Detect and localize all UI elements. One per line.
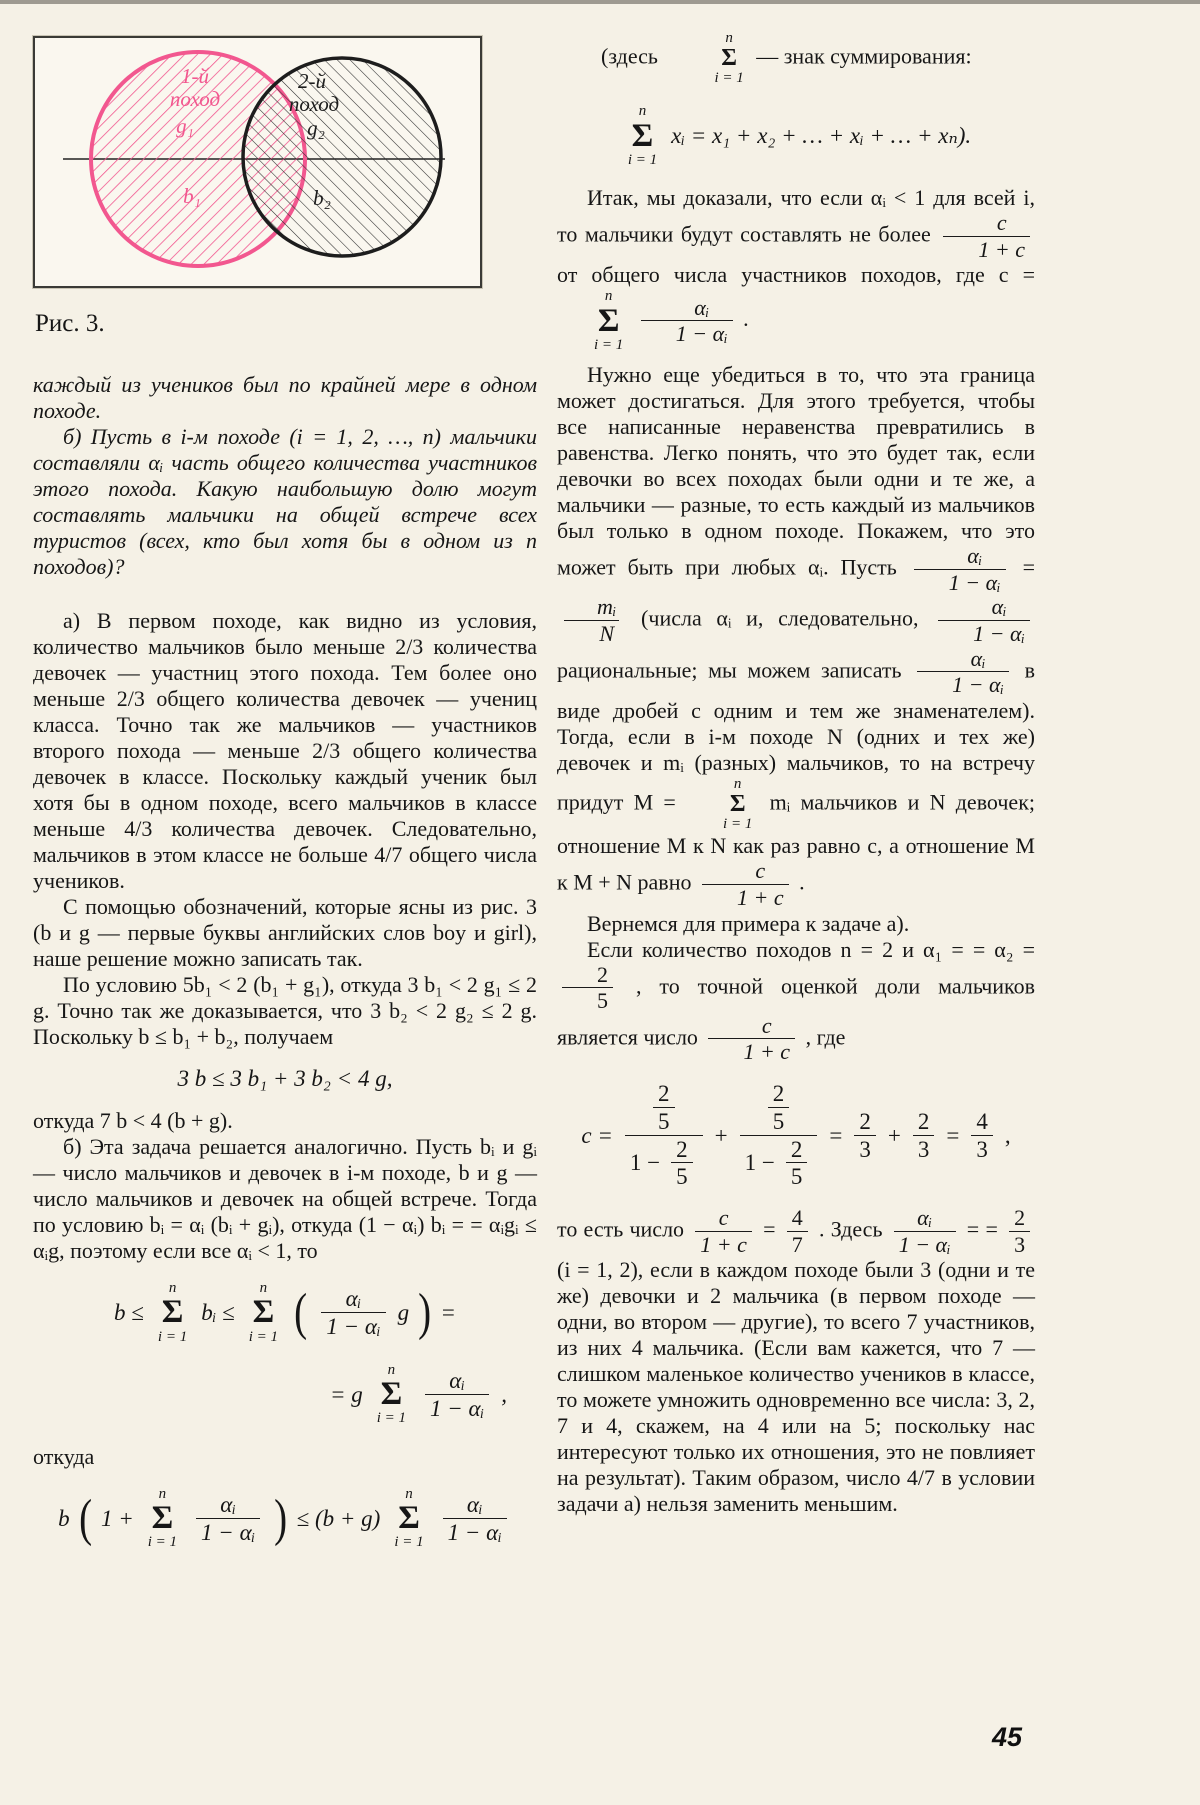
summation-symbol: n Σ i = 1 [723, 775, 753, 833]
fraction-alpha: $\frac{\text{αᵢ}}{\text{1 − αᵢ}}$ [425, 1368, 489, 1422]
equals: = [829, 1122, 843, 1148]
b2-region-label: b₂ [313, 186, 331, 210]
nested-fraction: $\frac{2}{5}$ 1 − $\frac{2}{5}$ [740, 1081, 818, 1190]
one-plus: 1 + [100, 1505, 134, 1531]
b-var: b [58, 1505, 70, 1531]
first-trip-label-line2: поход [169, 87, 221, 111]
second-trip-label-line1: 2-й [298, 69, 326, 93]
fraction-c: $\frac{c}{1 + c}$ [708, 1014, 795, 1065]
fraction-c: $\frac{c}{1 + c}$ [695, 1206, 752, 1257]
paragraph-notation: С помощью обозначений, которые ясны из рис. 3 (b и g — первые буквы английских слов boy и girl), наше решение можно записать так. [33, 894, 537, 971]
fraction-2-5: $\frac{2}{5}$ [786, 1137, 808, 1191]
paragraph-whence2: откуда [33, 1443, 95, 1469]
fraction-alpha: $\frac{\text{αᵢ}}{\text{1 − αᵢ}}$ [196, 1492, 260, 1546]
paragraph-solution-b: б) Эта задача решается аналогично. Пусть bᵢ и gᵢ — число мальчиков и девочек в i-м походе, b и g — число мальчиков и девочек на общей встрече. Тогда по условию bᵢ = αᵢ (bᵢ + gᵢ), откуда (1 − αᵢ) bᵢ = = αᵢgᵢ ≤ αᵢg, поэтому если все αᵢ < 1, то [33, 1134, 537, 1263]
fraction-alpha: $\frac{\text{αᵢ}}{\text{1 − αᵢ}}$ [917, 647, 1009, 698]
paragraph-condition: По условию 5b₁ < 2 (b₁ + g₁), откуда 3 b₁ < 2 g₁ ≤ 2 g. Точно так же доказывается, что 3 b₂ < 2 g₂ ≤ 2 g. Поскольку b ≤ b₁ + b₂, получаем [33, 972, 537, 1049]
sum-expansion-text: xᵢ = x₁ + x₂ + … + xᵢ + … + xₙ). [671, 123, 972, 149]
paragraph-return-to-a: Вернемся для примера к задаче а). [587, 910, 910, 936]
paragraph-problem-b: б) Пусть в i-м походе (i = 1, 2, …, n) мальчики составляли αᵢ часть общего количества участников этого похода. Какую наибольшую долю могут составлять мальчики на общей встрече всех туристов (всех, кто был хотя бы в одном из n походов)? [33, 424, 537, 579]
formula-3b-inequality [33, 1066, 537, 1092]
sum-upper-limit: n [168, 1280, 177, 1296]
fraction-mi-N: $\frac{\text{mᵢ}}{N}$ [562, 595, 621, 646]
fraction-4-3: $\frac{4}{3}$ [971, 1109, 993, 1163]
paragraph-boundary-achievable: Нужно еще убедиться в то, что эта граница может достигаться. Для этого требуется, чтобы все написанные неравенства превратились в равенства. Легко понять, что это будет так, если девочки во всех походах были одни и те же, а мальчики — разные, то есть каждый из мальчиков был только в одном походе. Покажем, что это может быть при любых αᵢ. Пусть $\frac{\text{αᵢ}}{\text{1 − αᵢ}}$ = $\frac{\text{mᵢ}}{N}$ (числа αᵢ и, следовательно, $\frac{\text{αᵢ}}{\text{1 − αᵢ}}$ рациональные; мы можем записать $\frac{\text{αᵢ}}{\text{1 − αᵢ}}$ в виде дробей с одним и тем же знаменателем). Тогда, если в i-м походе N (одних и тех же) девочек и mᵢ (разных) мальчиков, то на встречу придут M = n Σ i = 1 mᵢ мальчиков и N девочек; отношение M к N как раз равно c, а отношение M к M + N равно $\frac{c}{1 + c}$ . [557, 362, 1036, 910]
paragraph-solution-a: а) В первом походе, как видно из условия, количество мальчиков было меньше 2/3 количества девочек — участниц этого похода. Тем более оно меньше 2/3 общего количества девочек — учениц класса. Точно так же мальчиков — участников второго похода — меньше 2/3 общего количества девочек в классе. Поскольку каждый ученик был хотя бы в одном походе, всего мальчиков в классе меньше 4/3 количества девочек. Следовательно, мальчиков в этом классе не больше 4/7 общего числа учеников. [33, 608, 537, 893]
fraction-alpha: $\frac{\text{αᵢ}}{\text{1 − αᵢ}}$ [641, 296, 733, 347]
fraction-2-3: $\frac{2}{3}$ [854, 1109, 876, 1163]
figure-caption: Рис. 3. [35, 310, 105, 337]
c-equals: c = [581, 1122, 613, 1148]
summation-symbol: n Σ i = 1 [147, 1485, 178, 1551]
fraction-alpha: $\frac{\text{αᵢ}}{\text{1 − αᵢ}}$ [321, 1286, 385, 1340]
fraction-alpha: $\frac{\text{αᵢ}}{\text{1 − αᵢ}}$ [938, 595, 1030, 646]
g1-region-label: g₁ [176, 114, 194, 138]
second-trip-label-line2: поход [288, 92, 340, 116]
plus: + [714, 1122, 728, 1148]
summation-symbol: n Σ i = 1 [627, 103, 658, 168]
fraction-2-3: $\frac{2}{3}$ [1009, 1206, 1030, 1257]
page-number: 45 [991, 1722, 1022, 1752]
fraction-alpha: $\frac{\text{αᵢ}}{\text{1 − αᵢ}}$ [914, 544, 1006, 595]
formula-b-sum-line2 [33, 1362, 537, 1428]
venn-diagram-svg [35, 38, 480, 286]
paragraph-if-n2: Если количество походов n = 2 и α₁ = = α₂ = $\frac{2}{5}$ , то точной оценкой доли мальчиков является число $\frac{c}{1 + c}$ , где [557, 936, 1035, 1065]
summation-symbol [158, 1280, 187, 1346]
fraction-2-5: $\frac{2}{5}$ [653, 1081, 675, 1135]
fraction-2-5: $\frac{2}{5}$ [671, 1137, 693, 1191]
scan-edge-artifact [0, 0, 1200, 4]
sum-lower-limit: i = 1 [157, 1328, 188, 1345]
g2-region-label: g₂ [307, 116, 325, 140]
formula-b-final: b ( 1 + n Σ i = 1 $\frac{\text{αᵢ}}{\text{1 − αᵢ}}$ ) ≤ (b + g) n Σ i = 1 $\frac{\text{αᵢ}}{\text{1 − αᵢ}}$ [33, 1486, 537, 1552]
summation-symbol: n Σ i = 1 [394, 1485, 424, 1551]
le-bg: ≤ (b + g) [296, 1505, 381, 1531]
left-column [33, 36, 537, 1568]
mid: bᵢ ≤ [201, 1299, 235, 1325]
summation-symbol: n Σ i = 1 [248, 1280, 279, 1345]
fraction-alpha: $\frac{\text{αᵢ}}{\text{1 − αᵢ}}$ [443, 1492, 507, 1546]
g-var: g [397, 1299, 410, 1325]
fraction-2-3: $\frac{2}{3}$ [913, 1109, 935, 1163]
second-trip-circle [243, 58, 441, 256]
sigma-glyph: Σ [161, 1294, 184, 1331]
paragraph-whence-7b: откуда 7 b < 4 (b + g). [33, 1108, 233, 1133]
paragraph-sum-definition: (здесь n Σ i = 1 — знак суммирования: [601, 30, 972, 87]
paragraph-itak-conclusion: Итак, мы доказали, что если αᵢ < 1 для всей i, то мальчики будут составлять не более $\frac{c}{1 + c}$ от общего числа участников походов, где c = n Σ i = 1 $\frac{\text{αᵢ}}{\text{1 − αᵢ}}$ . [557, 185, 1035, 353]
summation-symbol: n Σ i = 1 [594, 288, 624, 353]
formula-text: 3 b ≤ 3 b₁ + 3 b₂ < 4 g, [177, 1066, 393, 1091]
first-trip-label-line1: 1-й [181, 64, 209, 88]
formula-c-computation [557, 1081, 1035, 1190]
right-column [557, 30, 1035, 1517]
figure-3-venn-diagram [33, 36, 482, 288]
formula-sum-expansion [557, 103, 1035, 169]
paragraph-that-is-4-7: то есть число $\frac{c}{1 + c}$ = $\frac{4}{7}$ . Здесь $\frac{\text{αᵢ}}{\text{1 − αᵢ}}$ = = $\frac{2}{3}$ (i = 1, 2), если в каждом походе были 3 (одни и те же) девочки и 2 мальчика (в первом походе — одни, во втором — другие), то всего 7 участников, из них 4 мальчика. (Если вам кажется, что 7 — слишком маленькое количество учеников в классе, то можете умножить одновременно все числа: 3, 2, 7 и 4, скажем, на 4 или на 5; поскольку нас интересуют только их отношения, это не повлияет на результат). Таким образом, число 4/7 в условии задачи а) нельзя заменить меньшим. [557, 1205, 1035, 1517]
paragraph-intro-italic: каждый из учеников был по крайней мере в одном походе. [33, 372, 537, 423]
summation-symbol: n Σ i = 1 [376, 1361, 407, 1427]
nested-fraction: $\frac{2}{5}$ 1 − $\frac{2}{5}$ [625, 1081, 703, 1190]
fraction-4-7: $\frac{4}{7}$ [787, 1206, 808, 1257]
comma: , [1004, 1122, 1011, 1148]
formula-b-sum-line1: b ≤ n Σ i = 1 bᵢ ≤ n Σ i = 1 ( $\frac{\text{αᵢ}}{\text{1 − αᵢ}}$ g ) = [114, 1280, 456, 1345]
fraction-2-5: $\frac{2}{5}$ [562, 963, 613, 1014]
lhs: b ≤ [114, 1299, 144, 1325]
b1-region-label: b₁ [183, 184, 201, 208]
fraction-c: $\frac{c}{1 + c}$ [943, 211, 1030, 262]
fraction-alpha: $\frac{\text{αᵢ}}{\text{1 − αᵢ}}$ [894, 1206, 956, 1257]
equals: = [946, 1122, 960, 1148]
comma: , [501, 1381, 507, 1407]
plus: + [887, 1122, 901, 1148]
fraction-2-5: $\frac{2}{5}$ [768, 1081, 790, 1135]
equals: = [440, 1299, 456, 1325]
summation-symbol: n Σ i = 1 [714, 30, 744, 87]
fraction-c: $\frac{c}{1 + c}$ [702, 859, 789, 910]
lead: = g [329, 1381, 363, 1407]
